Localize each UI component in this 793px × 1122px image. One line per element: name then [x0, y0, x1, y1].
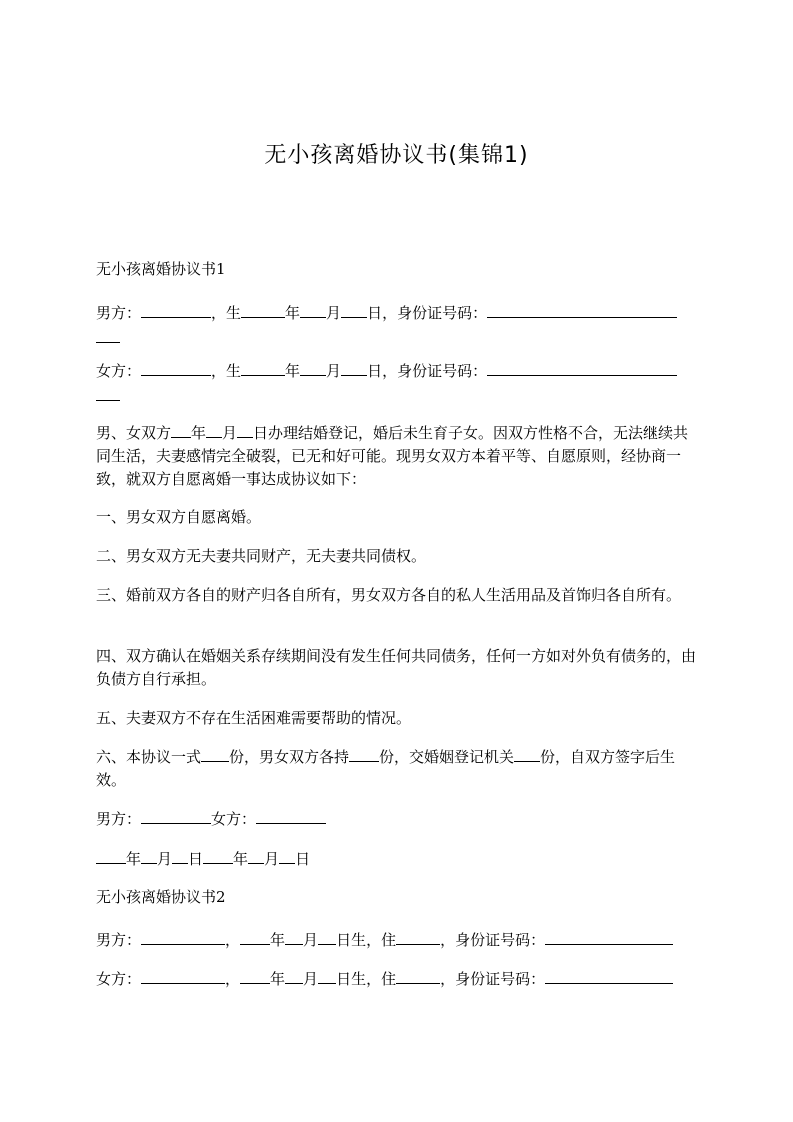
year-label: 年 [191, 424, 207, 442]
date-line [96, 848, 696, 871]
clause6-text-a: 六、本协议一式 [96, 748, 202, 766]
born-live-label: 日生，住 [336, 970, 397, 988]
s2-woman-info-line [96, 968, 696, 991]
day-label: 日 [367, 362, 383, 380]
blank [341, 361, 367, 376]
month-label: 月 [326, 304, 342, 322]
blank [171, 423, 191, 438]
born-live-label: 日生，住 [336, 931, 397, 949]
blank [341, 303, 367, 318]
month-label: 月 [303, 970, 319, 988]
clause6-text-d: 份，自双方签字后生效。 [96, 748, 676, 789]
blank [206, 423, 222, 438]
intro-text: 男、女双方 [96, 424, 172, 442]
woman-info-line-wrap [96, 385, 696, 408]
blank [96, 849, 126, 864]
born-label: ，生 [211, 304, 242, 322]
section1-heading: 无小孩离婚协议书1 [96, 260, 226, 278]
blank [241, 361, 285, 376]
month-label: 月 [326, 362, 342, 380]
id-blank [545, 930, 673, 945]
comma: ， [225, 970, 241, 988]
month-label: 月 [303, 931, 319, 949]
clause-1: 一、男女双方自愿离婚。 [96, 508, 262, 526]
month-label: 月 [264, 850, 280, 868]
blank [248, 849, 264, 864]
man-label: 男方： [96, 931, 142, 949]
man-name-blank [141, 930, 225, 945]
blank [514, 747, 540, 762]
blank [285, 930, 303, 945]
blank [240, 930, 270, 945]
woman-info-line [96, 360, 696, 383]
intro-paragraph [96, 422, 696, 491]
id-label: ，身份证号码： [440, 970, 546, 988]
year-label: 年 [285, 362, 301, 380]
blank [300, 361, 326, 376]
intro-rest-text: 日办理结婚登记，婚后未生育子女。因双方性格不合，无法继续共同生活，夫妻感情完全破裂，已无和好可能。现男女双方本着平等、自愿原则，经协商一致，就双方自愿离婚一事达成协议如下： [96, 424, 689, 488]
id-blank [487, 303, 677, 318]
man-label: 男方： [96, 304, 142, 322]
address-blank [396, 930, 440, 945]
sign-man-blank [141, 809, 211, 824]
s2-man-info-line [96, 929, 696, 952]
woman-label: 女方： [96, 362, 142, 380]
clause-2: 二、男女双方无夫妻共同财产，无夫妻共同债权。 [96, 547, 427, 565]
month-label: 月 [222, 424, 238, 442]
day-label: 日 [295, 850, 311, 868]
blank [349, 747, 379, 762]
blank [279, 849, 295, 864]
man-info-line [96, 302, 696, 325]
day-label: 日 [188, 850, 204, 868]
blank [318, 969, 336, 984]
blank [237, 423, 253, 438]
day-label: 日 [367, 304, 383, 322]
id-label: ，身份证号码： [382, 362, 488, 380]
clause-6 [96, 746, 696, 792]
id-label: ，身份证号码： [440, 931, 546, 949]
id-label: ，身份证号码： [382, 304, 488, 322]
blank [318, 930, 336, 945]
clause6-text-c: 份，交婚姻登记机关 [379, 748, 515, 766]
blank [285, 969, 303, 984]
id-blank [487, 361, 677, 376]
clause-4: 四、双方确认在婚姻关系存续期间没有发生任何共同债务，任何一方如对外负有债务的，由负债方自行承担。 [96, 647, 697, 688]
blank [201, 747, 229, 762]
man-name-blank [141, 303, 211, 318]
id-blank-wrap [96, 328, 120, 343]
year-label: 年 [270, 931, 286, 949]
sign-woman-label: 女方： [211, 810, 257, 828]
document-title: 无小孩离婚协议书(集锦1) [264, 143, 529, 168]
clause-3: 三、婚前双方各自的财产归各自所有，男女双方各自的私人生活用品及首饰归各自所有。 [96, 586, 682, 604]
sign-man-label: 男方： [96, 810, 142, 828]
clause6-text-b: 份，男女双方各持 [229, 748, 350, 766]
born-label: ，生 [211, 362, 242, 380]
woman-name-blank [141, 361, 211, 376]
year-label: 年 [270, 970, 286, 988]
blank [300, 303, 326, 318]
comma: ， [225, 931, 241, 949]
section2-heading: 无小孩离婚协议书2 [96, 888, 226, 906]
blank [141, 849, 157, 864]
year-label: 年 [285, 304, 301, 322]
address-blank [396, 969, 440, 984]
blank [172, 849, 188, 864]
blank [203, 849, 233, 864]
year-label: 年 [126, 850, 142, 868]
woman-label: 女方： [96, 970, 142, 988]
id-blank-wrap [96, 386, 120, 401]
id-blank [545, 969, 673, 984]
sign-woman-blank [256, 809, 326, 824]
month-label: 月 [157, 850, 173, 868]
year-label: 年 [233, 850, 249, 868]
clause-5: 五、夫妻双方不存在生活困难需要帮助的情况。 [96, 709, 412, 727]
blank [241, 303, 285, 318]
blank [240, 969, 270, 984]
woman-name-blank [141, 969, 225, 984]
signature-line [96, 808, 696, 831]
man-info-line-wrap [96, 327, 696, 350]
